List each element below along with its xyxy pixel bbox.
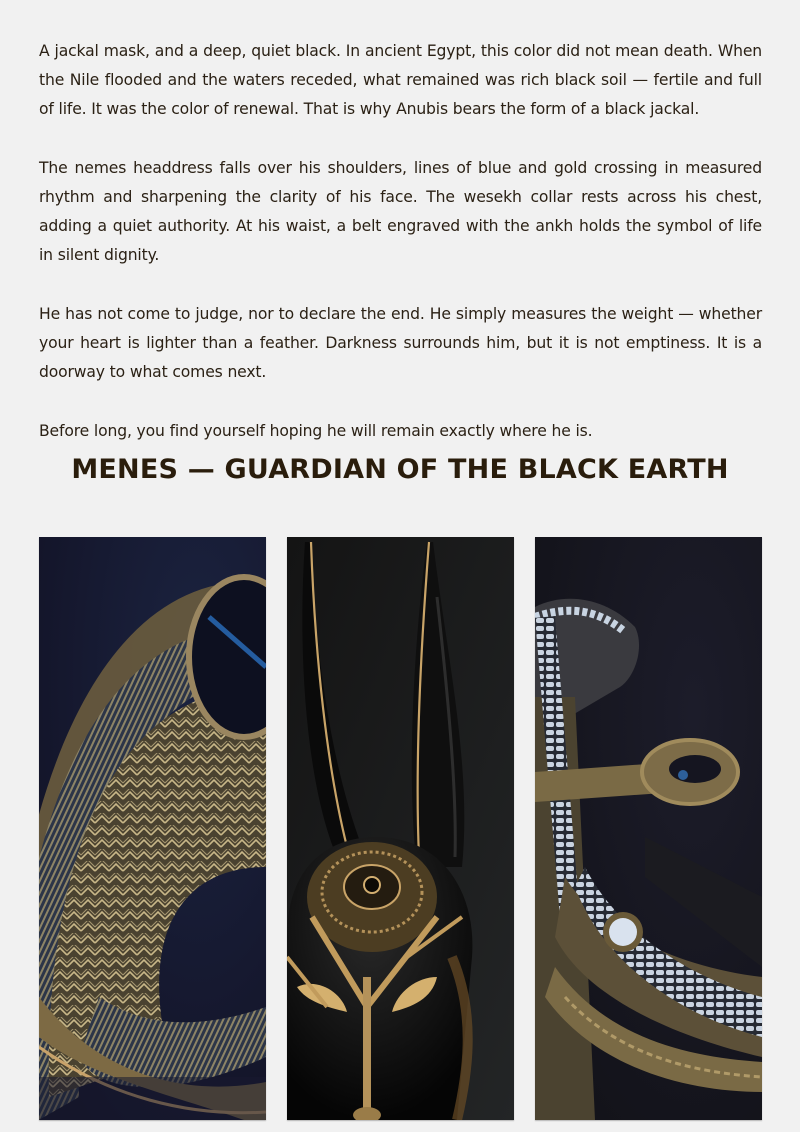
- jackal-mask-image-icon: [287, 537, 514, 1120]
- paragraph-intro: A jackal mask, and a deep, quiet black. In ancient Egypt, this color did not mean death. When the Nile flooded and the waters receded, what remained was rich black soil — fertile and full of life. It was the color of renewal. That is why Anubis bears the form of a black jackal.: [39, 42, 762, 118]
- ankh-belt-photo: [535, 537, 762, 1120]
- ankh-belt-image-icon: [535, 537, 762, 1120]
- collar-image-icon: [39, 537, 266, 1120]
- paragraph-closing: Before long, you find yourself hoping he will remain exactly where he is.: [39, 422, 593, 440]
- article-body: [39, 37, 762, 476]
- photo-gallery: [39, 537, 762, 1120]
- paragraph-attire: The nemes headdress falls over his shoulders, lines of blue and gold crossing in measured rhythm and sharpening the clarity of his face. The wesekh collar rests across his chest, adding a quiet authority. At his waist, a belt engraved with the ankh holds the symbol of life in silent dignity.: [39, 159, 762, 264]
- paragraph-judgment: He has not come to judge, nor to declare the end. He simply measures the weight — whether your heart is lighter than a feather. Darkness surrounds him, but it is not emptiness. It is a doorway to what comes next.: [39, 305, 762, 381]
- jackal-mask-photo: [287, 537, 514, 1120]
- section-title: MENES — GUARDIAN OF THE BLACK EARTH: [71, 454, 729, 485]
- collar-photo: [39, 537, 266, 1120]
